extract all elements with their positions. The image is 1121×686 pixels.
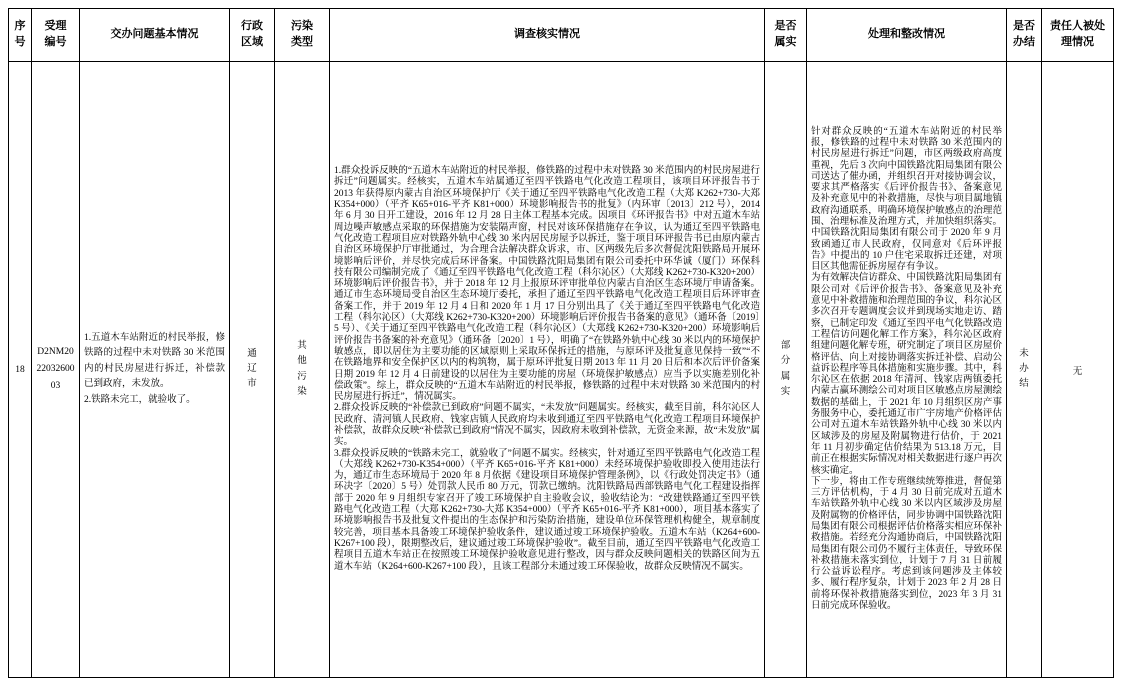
cell-verification xyxy=(330,62,765,678)
table-header-row xyxy=(9,9,1114,62)
cell-serial-no: 18 xyxy=(9,62,32,678)
header-accountability: 责任人被处理情况 xyxy=(1042,9,1114,62)
verification-item-1: 1.群众投诉反映的“五道木车站附近的村民举报，修铁路的过程中未对铁路 30 米范围内的村民房屋进行拆迁”问题属实。经核实，五道木车站属通辽至四平铁路电气化改造工程项目，该项目环评报告书于 2013 年获得原内蒙古自治区环境保护厅《关于通辽至四平铁路电气化改造工程（大郑 K262+730-大郑 K354+000）（平齐 K65+016-平齐 K81+000）环境影响报告书的批复》（内环审〔2013〕212 号），2014 年 6 月 30 日开工建设，2016 年 12 月 28 日主体工程基本完成。因项目《环评报告书》中对五道木车站周边噪声敏感点采取的环保措施为安装隔声窗，村民对该环保措施存在争议，认为通辽至四平铁路电气化改造工程项目应对铁路外轨中心线 30 米内居民房屋予以拆迁，鉴于项目环评报告书已由原内蒙古自治区环境保护厅审批通过，为合理合法解决群众诉求，市、区两级先后多次督促沈阳铁路局开展环境影响后评价，并尽快完成后环评备案。中国铁路沈阳局集团有限公司委托中环华诚（厦门）环保科技有限公司编制完成了《通辽至四平铁路电气化改造工程（科尔沁区）（大郑线 K262+730-K320+200）环境影响后评价报告书》，并于 2018 年 12 月上报原环评审批单位内蒙古自治区生态环境厅申请备案。通辽市生态环境局受自治区生态环境厅委托，承担了通辽至四平铁路电气化改造工程项目后环评审查备案工作，并于 2019 年 12 月 4 日和 2020 年 1 月 17 日分别出具了《关于通辽至四平铁路电气化改造工程（科尔沁区）（大郑线 K262+730-K320+200）环境影响后评价报告书备案的意见》（通环备〔2019〕5 号）、《关于通辽至四平铁路电气化改造工程（科尔沁区）（大郑线 K262+730-K320+200）环境影响后评价报告书备案的补充意见》（通环备〔2020〕1 号），明确了“在铁路外轨中心线 30 米以内的环境保护敏感点，即以居住为主要功能的区域原则上采取环保拆迁的措施，与原环评及批复意见保持一致”“不在铁路地界和安全保护区以内的构筑物，属于原环评批复日期 2013 年 11 月 20 日后和本次后评价备案日期 2019 年 12 月 4 日前建设的以居住为主要功能的房屋（环境保护敏感点）应当予以实施差别化补偿政策”。综上，群众反映的“五道木车站附近的村民举报，修铁路的过程中未对铁路 30 米范围内的村民房屋进行拆迁”，情况属实。 xyxy=(334,166,760,403)
header-serial-no: 序号 xyxy=(9,9,32,62)
cell-is-true: 部分属实 xyxy=(765,62,807,678)
cell-region: 通辽市 xyxy=(230,62,275,678)
header-handling: 处理和整改情况 xyxy=(807,9,1007,62)
header-acceptance-no: 受理编号 xyxy=(32,9,80,62)
cell-acceptance-no: D2NM202203260003 xyxy=(32,62,80,678)
cell-problem xyxy=(80,62,230,678)
problem-item-2: 2.铁路未完工，就验收了。 xyxy=(84,394,196,405)
handling-para-1: 针对群众反映的“五道木车站附近的村民举报，修铁路的过程中未对铁路 30 米范围内的村民房屋进行拆迁”问题，市区两级政府高度重视，先后 3 次向中国铁路沈阳局集团有限公司送达了催办函，并组织召开对接协调会议，要求其严格落实《后评价报告书》、备案意见及补充意见中的补救措施，尽快与项目属地镇政府沟通联系，明确环境保护敏感点的治理范围、治理标准及治理方式，并加快组织落实。中国铁路沈阳局集团有限公司于 2020 年 9 月致函通辽市人民政府，仅同意对《后环评报告》中提出的 10 户住宅采取拆迁还建，对项目区其他需征拆房屋存有争议。 xyxy=(811,126,1002,273)
cell-handling xyxy=(807,62,1007,678)
cell-accountability: 无 xyxy=(1042,62,1114,678)
verification-item-3: 3.群众投诉反映的“铁路未完工，就验收了”问题不属实。经核实，针对通辽至四平铁路电气化改造工程（大郑线 K262+730-K354+000）（平齐 K65+016-平齐 K81+000）未经环境保护验收即投入使用违法行为，通辽市生态环境局于 2020 年 8 月依据《建设项目环境保护管理条例》，以《行政处罚决定书》（通环决字〔2020〕5 号）处罚款人民币 80 万元，罚款已缴纳。沈阳铁路局西部铁路电气化工程建设指挥部于 2020 年 9 月组织专家召开了竣工环境保护自主验收会议，验收结论为：“改建铁路通辽至四平铁路电气化改造工程（大郑 K262+730-大郑 K354+000）（平齐 K65+016-平齐 K81+000），项目基本落实了环境影响报告书及批复文件提出的生态保护和污染防治措施，建设单位环保管理机构健全，规章制度较完善，项目基本具备竣工环境保护验收条件，建议通过竣工环境保护验收。五道木车站（K264+600-K267+100 段），限期整改后，建议通过竣工环境保护验收”。截至目前，通辽至四平铁路电气化改造工程项目五道木车站正在按照竣工环境保护验收意见进行整改，因与群众反映问题相关的铁路区间为五道木车站（K264+600-K267+100 段），且该工程部分未通过竣工环保验收，故群众反映情况不属实。 xyxy=(334,448,760,572)
header-pollution-type: 污染类型 xyxy=(275,9,330,62)
header-is-true: 是否属实 xyxy=(765,9,807,62)
header-region: 行政区域 xyxy=(230,9,275,62)
handling-para-3: 下一步，将由工作专班继续统筹推进，督促第三方评估机构，于 4 月 30 日前完成对五道木车站铁路外轨中心线 30 米以内区域涉及房屋及附属物的价格评估，同步协调中国铁路沈阳局集团有限公司根据评估价格落实相应环保补救措施。若经充分沟通协商后，中国铁路沈阳局集团有限公司仍不履行主体责任，导致环保补救措施未落实到位，计划于 7 月 31 日前履行公益诉讼程序。考虑到该问题涉及主体较多、履行程序复杂，计划于 2023 年 2 月 28 日前将环保补救措施落实到位，2023 年 3 月 31 日前完成环保验收。 xyxy=(811,476,1002,612)
handling-para-2: 为有效解决信访群众、中国铁路沈阳局集团有限公司对《后评价报告书》、备案意见及补充意见中补救措施和治理范围的争议，科尔沁区多次召开专题调度会议并到现场实地走访、踏察，已制定印发《通辽至四平电气化铁路改造工程信访问题化解工作方案》，科尔沁区政府组建问题化解专班，研究制定了项目区房屋价格评估、向上对接协调落实拆迁补偿、启动公益诉讼程序等具体措施和实施步骤。其中，科尔沁区在依据 2018 年清河、钱家店两镇委托内蒙古赢环测绘公司对项目区敏感点房屋测绘数据的基础上，于 2021 年 10 月组织区房产事务服务中心，委托通辽市广宇房地产价格评估公司对五道木车站铁路外轨中心线 30 米以内区域涉及的房屋及附属物进行估价，于 2021 年 11 月初步确定估价结果为 513.18 万元，目前正在根据实际情况对相关数据进行逐户再次核实确定。 xyxy=(811,273,1002,476)
verification-item-2: 2.群众投诉反映的“补偿款已到政府”问题不属实，“未发放”问题属实。经核实，截至目前，科尔沁区人民政府、清河镇人民政府、钱家店镇人民政府均未收到通辽至四平铁路电气化改造工程项目环境保护补偿款，故群众反映“补偿款已到政府”情况不属实，因政府未收到补偿款，无资金来源，故“未发放”属实。 xyxy=(334,403,760,448)
complaint-handling-table xyxy=(8,8,1114,678)
problem-item-1: 1.五道木车站附近的村民举报，修铁路的过程中未对铁路 30 米范围内的村民房屋进行拆迁，补偿款已到政府，未发放。 xyxy=(84,332,225,390)
cell-pollution-type: 其他污染 xyxy=(275,62,330,678)
table-row xyxy=(9,62,1114,678)
header-is-concluded: 是否办结 xyxy=(1007,9,1042,62)
cell-is-concluded: 未办结 xyxy=(1007,62,1042,678)
header-problem: 交办问题基本情况 xyxy=(80,9,230,62)
header-verification: 调查核实情况 xyxy=(330,9,765,62)
